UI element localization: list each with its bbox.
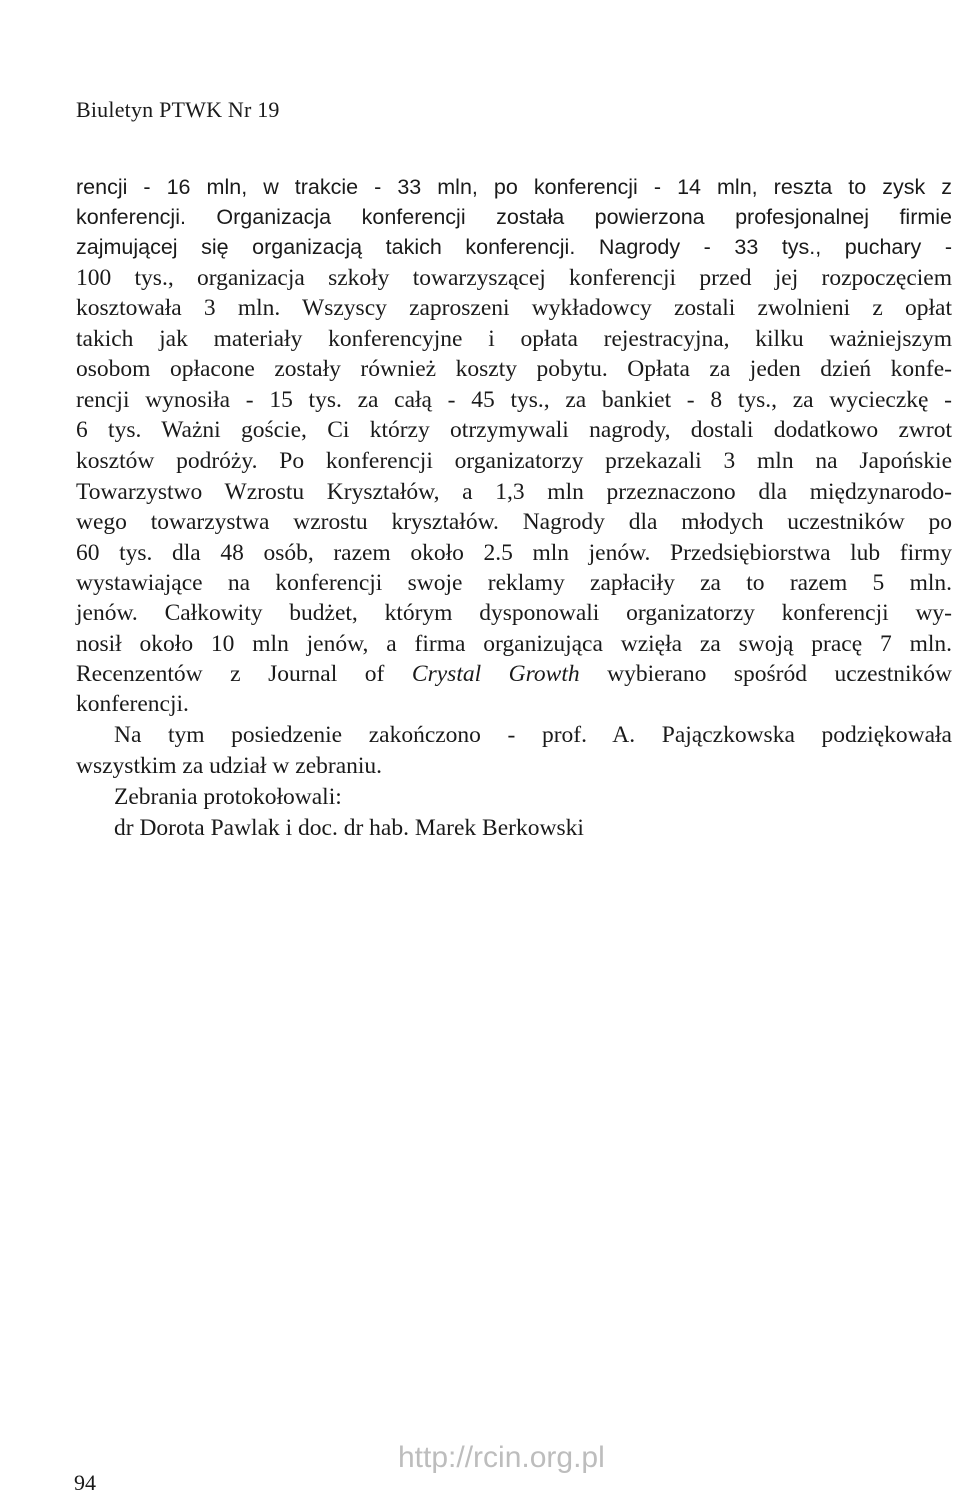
- text-line: kosztowała 3 mln. Wszyscy zaproszeni wykładowcy zostali zwolnieni z opłat: [76, 295, 952, 321]
- text-line: nosił około 10 mln jenów, a firma organizująca wzięła za swoją pracę 7 mln.: [76, 631, 952, 657]
- text-line: [76, 659, 952, 689]
- journal-title: Crystal Growth: [411, 661, 580, 687]
- text-line: 60 tys. dla 48 osób, razem około 2.5 mln jenów. Przedsiębiorstwa lub firmy: [76, 540, 952, 566]
- running-header: Biuletyn PTWK Nr 19: [76, 97, 280, 122]
- text-line: Towarzystwo Wzrostu Kryształów, a 1,3 mln przeznaczono dla międzynarodo-: [76, 479, 952, 505]
- closing-line: Na tym posiedzenie zakończono - prof. A. Pajączkowska podziękowała: [114, 722, 952, 748]
- minutes-label: Zebrania protokołowali:: [114, 784, 342, 810]
- text-line: kosztów podróży. Po konferencji organizatorzy przekazali 3 mln na Japońskie: [76, 448, 952, 474]
- text-line: 100 tys., organizacja szkoły towarzyszącej konferencji przed jej rozpoczęciem: [76, 265, 952, 291]
- text-segment: wybierano spośród uczestników: [579, 661, 953, 687]
- page-number: 94: [74, 1470, 96, 1495]
- text-line: takich jak materiały konferencyjne i opłata rejestracyjna, kilku ważniejszym: [76, 326, 952, 352]
- text-line: zajmującej się organizacją takich konferencji. Nagrody - 33 tys., puchary -: [76, 235, 952, 259]
- text-line: wystawiające na konferencji swoje reklamy zapłaciły za to razem 5 mln.: [76, 570, 952, 596]
- text-line: wego towarzystwa wzrostu kryształów. Nagrody dla młodych uczestników po: [76, 509, 952, 535]
- text-line: rencji - 16 mln, w trakcie - 33 mln, po konferencji - 14 mln, reszta to zysk z: [76, 175, 952, 199]
- closing-line: wszystkim za udział w zebraniu.: [76, 753, 383, 779]
- text-line: konferencji.: [76, 691, 189, 717]
- text-line: jenów. Całkowity budżet, którym dysponowali organizatorzy konferencji wy-: [76, 600, 952, 626]
- text-segment: Recenzentów z Journal of: [76, 661, 412, 687]
- text-line: osobom opłacone zostały również koszty pobytu. Opłata za jeden dzień konfe-: [76, 356, 952, 382]
- minutes-authors: dr Dorota Pawlak i doc. dr hab. Marek Berkowski: [114, 815, 584, 841]
- text-line: konferencji. Organizacja konferencji została powierzona profesjonalnej firmie: [76, 205, 952, 229]
- text-line: rencji wynosiła - 15 tys. za całą - 45 tys., za bankiet - 8 tys., za wycieczkę -: [76, 387, 952, 413]
- text-line: 6 tys. Ważni goście, Ci którzy otrzymywali nagrody, dostali dodatkowo zwrot: [76, 417, 952, 443]
- source-watermark: http://rcin.org.pl: [398, 1441, 605, 1474]
